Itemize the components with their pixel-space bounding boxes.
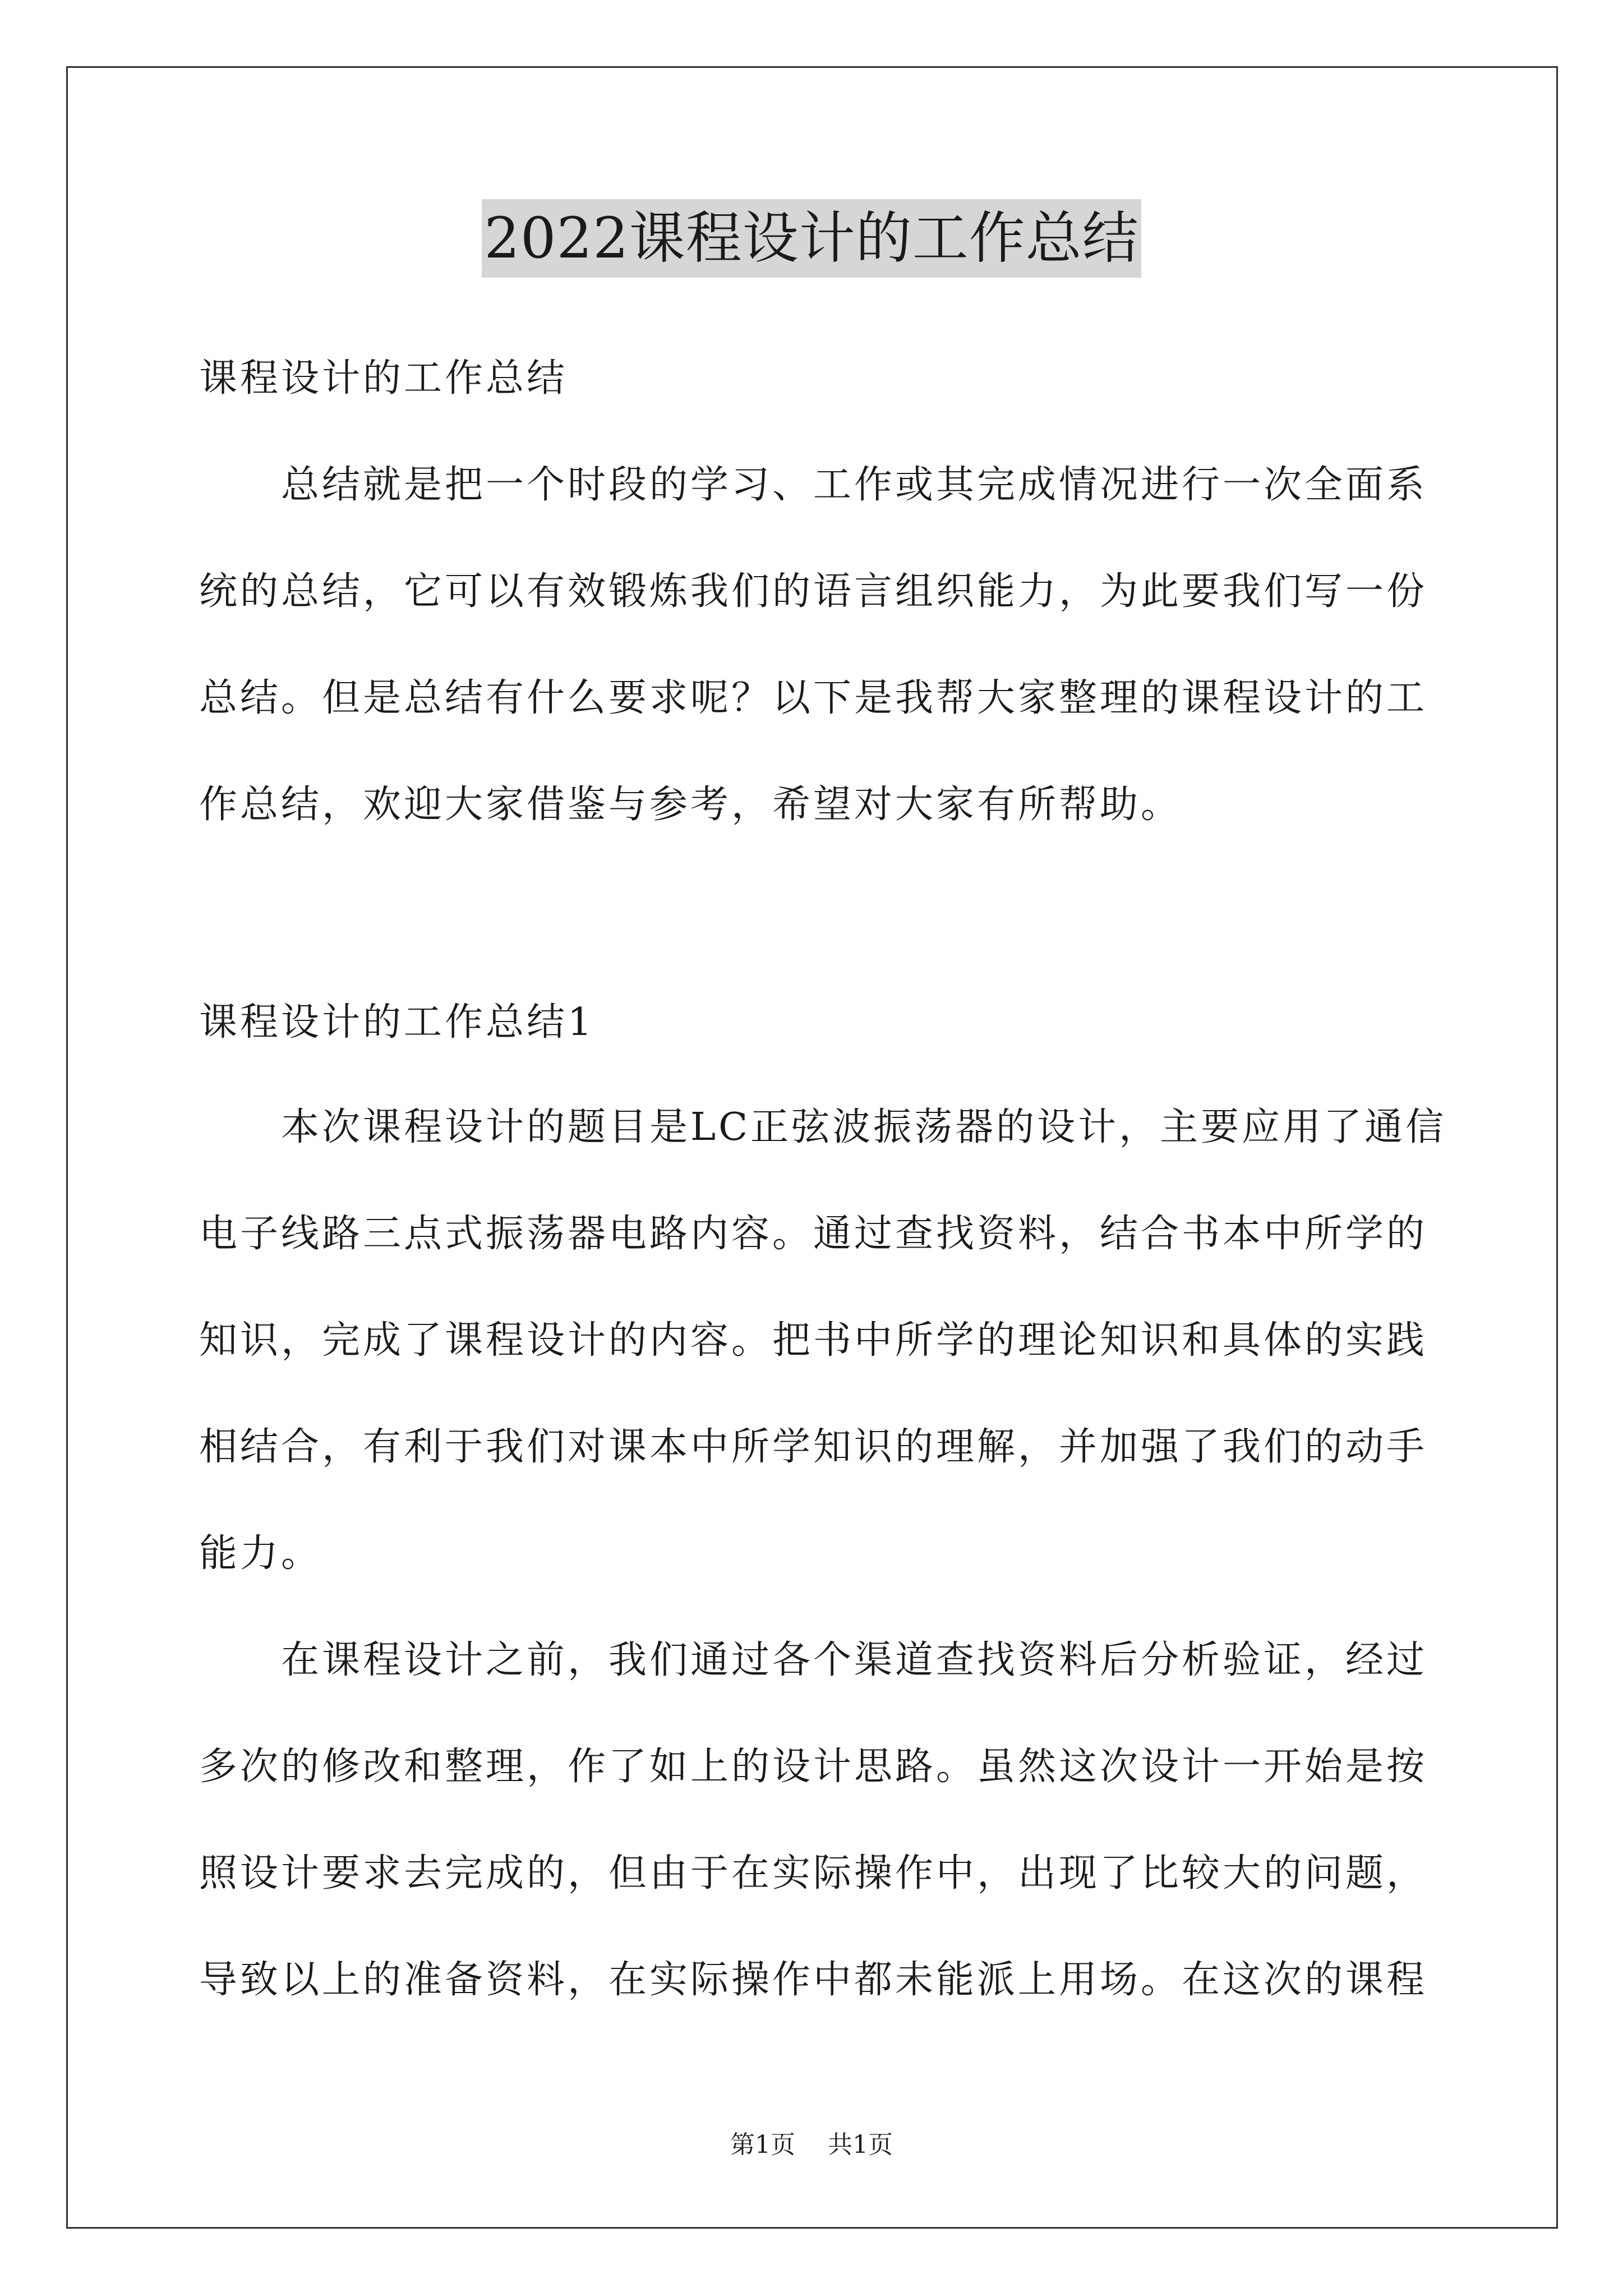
section-heading: 课程设计的工作总结 [199,356,568,401]
paragraph-line: 导致以上的准备资料，在实际操作中都未能派上用场。在这次的课程 [199,1958,1428,2002]
paragraph-line: 本次课程设计的题目是LC正弦波振荡器的设计，主要应用了通信 [281,1105,1447,1149]
paragraph-line: 电子线路三点式振荡器电路内容。通过查找资料，结合书本中所学的 [199,1212,1428,1256]
paragraph-line: 在课程设计之前，我们通过各个渠道查找资料后分析验证，经过 [281,1638,1428,1682]
title-area [0,199,1623,278]
paragraph-line: 总结就是把一个时段的学习、工作或其完成情况进行一次全面系 [281,463,1428,507]
paragraph-line: 知识，完成了课程设计的内容。把书中所学的理论知识和具体的实践 [199,1318,1428,1363]
section-heading: 课程设计的工作总结1 [199,1000,595,1045]
paragraph-line: 能力。 [199,1531,322,1576]
page-number: 第1页 [730,2131,795,2159]
paragraph-line: 相结合，有利于我们对课本中所学知识的理解，并加强了我们的动手 [199,1425,1428,1469]
page-total: 共1页 [828,2131,893,2159]
paragraph-line: 总结。但是总结有什么要求呢？以下是我帮大家整理的课程设计的工 [199,676,1428,720]
paragraph-line: 作总结，欢迎大家借鉴与参考，希望对大家有所帮助。 [199,783,1182,827]
paragraph-line: 统的总结，它可以有效锻炼我们的语言组织能力，为此要我们写一份 [199,569,1428,614]
paragraph-line: 多次的修改和整理，作了如上的设计思路。虽然这次设计一开始是按 [199,1745,1428,1789]
document-title: 2022课程设计的工作总结 [482,199,1141,278]
paragraph-line: 照设计要求去完成的，但由于在实际操作中，出现了比较大的问题， [199,1851,1428,1895]
page-footer [0,2128,1623,2162]
